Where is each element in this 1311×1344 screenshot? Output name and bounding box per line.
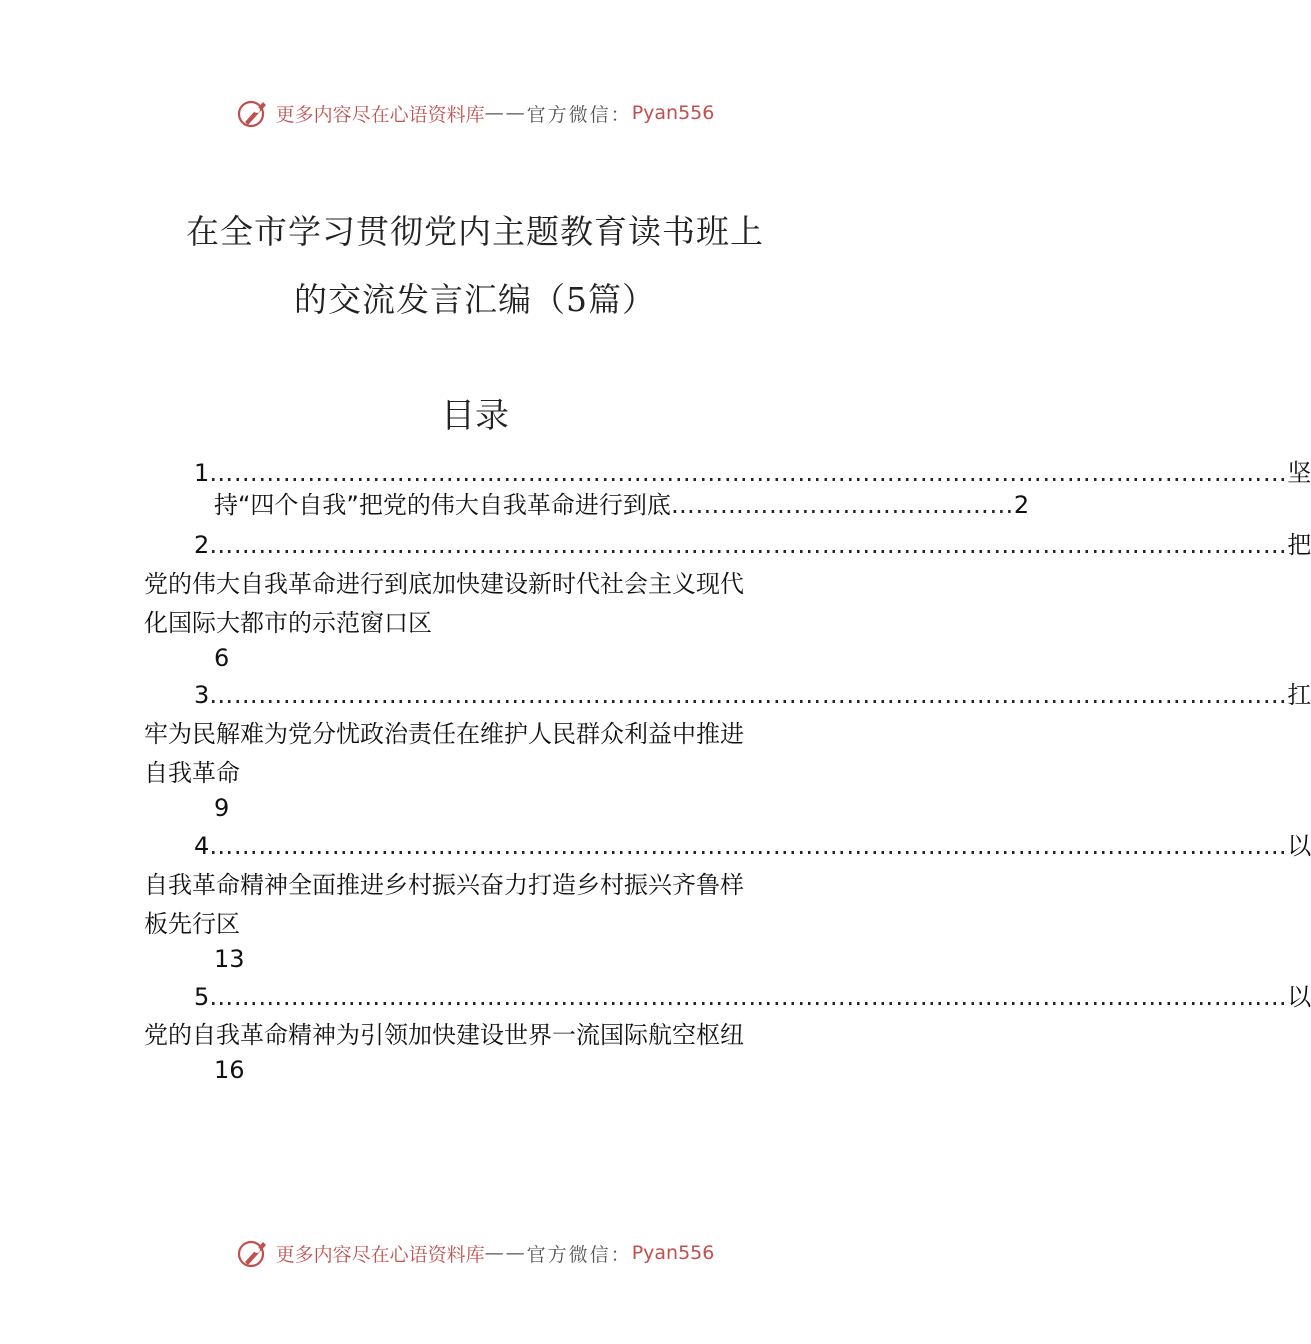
toc-entry-1-leader[interactable] — [194, 458, 1311, 488]
toc-entry-3-title-line-2[interactable]: 自我革命 — [144, 759, 240, 787]
toc-leader-dots: …………………………………………………………………………………………………………………… — [209, 459, 1288, 487]
toc-entry-1-page: 2 — [1013, 491, 1030, 519]
document-title-line-1: 在全市学习贯彻党内主题教育读书班上 — [186, 212, 764, 251]
watermark-label: 官方微信： — [526, 103, 632, 126]
pen-logo-icon — [236, 1236, 270, 1270]
watermark-id: Pyan556 — [631, 1242, 715, 1264]
toc-entry-2-first-char: 把 — [1287, 531, 1311, 559]
watermark-dash: —— — [484, 1242, 527, 1264]
toc-entry-1-number: 1 — [194, 459, 210, 487]
toc-leader-dots: …………………………………………………………………………………………………………………… — [209, 832, 1288, 860]
toc-entry-5-page: 16 — [214, 1056, 245, 1084]
toc-entry-3-first-char: 扛 — [1287, 681, 1311, 709]
toc-entry-4-leader[interactable] — [194, 831, 1311, 861]
document-title-line-2: 的交流发言汇编（5篇） — [294, 280, 656, 319]
toc-entry-3-title-line-1[interactable]: 牢为民解难为党分忧政治责任在维护人民群众利益中推进 — [144, 720, 744, 748]
toc-leader-dots: …………………………………………………………………………………………………………………… — [209, 983, 1288, 1011]
toc-entry-3-page: 9 — [214, 794, 230, 822]
toc-entry-4-title-line-1[interactable]: 自我革命精神全面推进乡村振兴奋力打造乡村振兴齐鲁样 — [144, 871, 744, 899]
toc-entry-5-first-char: 以 — [1287, 983, 1311, 1011]
toc-entry-2-leader[interactable] — [194, 530, 1311, 560]
watermark-id: Pyan556 — [631, 102, 715, 124]
watermark-dash: —— — [484, 102, 527, 124]
toc-entry-3-leader[interactable] — [194, 680, 1311, 710]
toc-entry-2-title-line-2[interactable]: 化国际大都市的示范窗口区 — [144, 609, 432, 637]
toc-entry-2-number: 2 — [194, 531, 210, 559]
pen-logo-icon — [236, 96, 270, 130]
toc-leader-dots: …………………………………………………………………………………………………………………… — [209, 681, 1288, 709]
footer-watermark — [0, 1236, 950, 1270]
toc-entry-2-title-line-1[interactable]: 党的伟大自我革命进行到底加快建设新时代社会主义现代 — [144, 570, 744, 598]
toc-entry-1-title-line[interactable] — [214, 490, 1030, 520]
toc-entry-4-number: 4 — [194, 832, 210, 860]
toc-entry-1-title: 持“四个自我”把党的伟大自我革命进行到底 — [214, 491, 671, 519]
toc-entry-2-page: 6 — [214, 644, 230, 672]
toc-leader-dots: …………………………………… — [670, 491, 1014, 519]
header-watermark — [0, 96, 950, 130]
toc-entry-4-page: 13 — [214, 945, 245, 973]
watermark-prefix: 更多内容尽在心语资料库 — [275, 1243, 485, 1266]
watermark-label: 官方微信： — [526, 1243, 632, 1266]
toc-leader-dots: …………………………………………………………………………………………………………………… — [209, 531, 1288, 559]
toc-entry-3-number: 3 — [194, 681, 210, 709]
toc-heading: 目录 — [441, 396, 509, 436]
watermark-prefix: 更多内容尽在心语资料库 — [275, 103, 485, 126]
toc-entry-4-title-line-2[interactable]: 板先行区 — [144, 910, 240, 938]
toc-entry-5-title-line-1[interactable]: 党的自我革命精神为引领加快建设世界一流国际航空枢纽 — [144, 1021, 744, 1049]
toc-entry-5-leader[interactable] — [194, 982, 1311, 1012]
toc-entry-4-first-char: 以 — [1287, 832, 1311, 860]
toc-entry-5-number: 5 — [194, 983, 210, 1011]
toc-entry-1-first-char: 坚 — [1287, 459, 1311, 487]
